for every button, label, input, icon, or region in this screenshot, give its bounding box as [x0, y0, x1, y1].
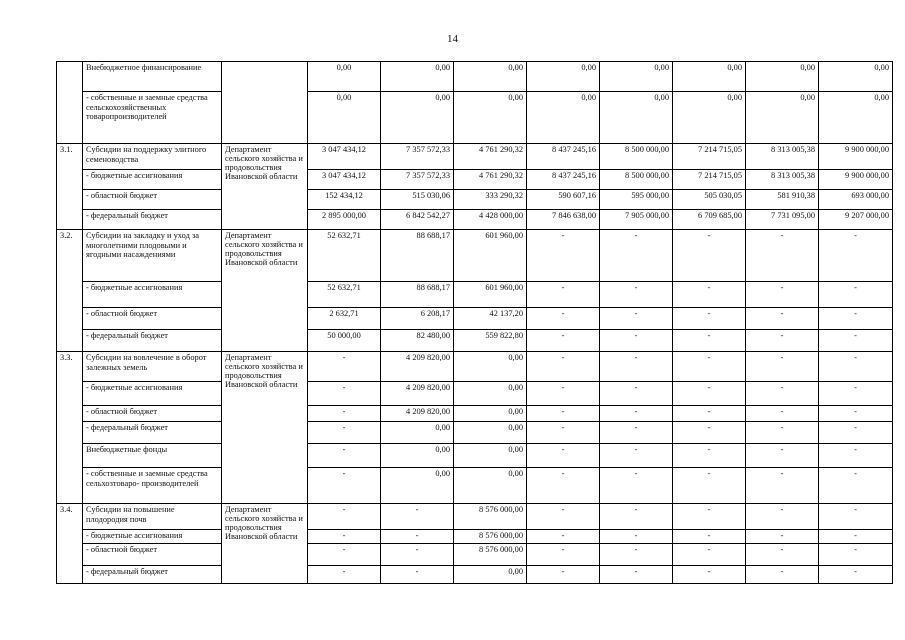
- value-cell: -: [600, 308, 673, 330]
- value-cell: -: [600, 444, 673, 468]
- item-number: 3.4.: [57, 504, 83, 584]
- row-label: Внебюджетные фонды: [83, 444, 222, 468]
- value-cell: 42 137,20: [454, 308, 527, 330]
- table-row: [57, 170, 893, 190]
- value-cell: -: [527, 544, 600, 566]
- value-cell: 333 290,32: [454, 190, 527, 210]
- row-label: - бюджетные ассигнования: [83, 170, 222, 190]
- value-cell: 2 632,71: [308, 308, 381, 330]
- value-cell: 8 437 245,16: [527, 170, 600, 190]
- value-cell: 7 731 095,00: [746, 210, 819, 230]
- value-cell: -: [600, 230, 673, 282]
- item-number: 3.2.: [57, 230, 83, 352]
- table-row: [57, 210, 893, 230]
- value-cell: -: [819, 308, 893, 330]
- value-cell: 515 030,06: [381, 190, 454, 210]
- table-row: [57, 92, 893, 144]
- table-body: [57, 62, 893, 584]
- value-cell: 559 822,80: [454, 330, 527, 352]
- value-cell: 0,00: [454, 62, 527, 92]
- table-row: [57, 406, 893, 422]
- value-cell: 52 632,71: [308, 282, 381, 308]
- value-cell: -: [746, 422, 819, 444]
- value-cell: 0,00: [308, 92, 381, 144]
- value-cell: 581 910,38: [746, 190, 819, 210]
- value-cell: -: [819, 352, 893, 382]
- value-cell: 0,00: [454, 92, 527, 144]
- row-label: - областной бюджет: [83, 190, 222, 210]
- item-number: 3.3.: [57, 352, 83, 504]
- value-cell: -: [600, 422, 673, 444]
- value-cell: -: [819, 504, 893, 530]
- value-cell: 50 000,00: [308, 330, 381, 352]
- value-cell: -: [746, 530, 819, 544]
- value-cell: 0,00: [600, 92, 673, 144]
- value-cell: 82 480,00: [381, 330, 454, 352]
- value-cell: 7 846 638,00: [527, 210, 600, 230]
- row-label: - федеральный бюджет: [83, 566, 222, 584]
- value-cell: 7 357 572,33: [381, 170, 454, 190]
- value-cell: -: [673, 544, 746, 566]
- value-cell: 7 214 715,05: [673, 170, 746, 190]
- value-cell: -: [746, 468, 819, 504]
- value-cell: 0,00: [454, 382, 527, 406]
- executor-cell: Департамент сельского хозяйства и продовольствия Ивановской области: [222, 230, 308, 352]
- value-cell: -: [600, 530, 673, 544]
- value-cell: 0,00: [600, 62, 673, 92]
- value-cell: -: [600, 352, 673, 382]
- value-cell: 4 428 000,00: [454, 210, 527, 230]
- value-cell: 9 900 000,00: [819, 170, 893, 190]
- value-cell: 0,00: [673, 92, 746, 144]
- value-cell: 52 632,71: [308, 230, 381, 282]
- table-row: [57, 308, 893, 330]
- value-cell: 0,00: [454, 566, 527, 584]
- row-label: - бюджетные ассигнования: [83, 382, 222, 406]
- value-cell: -: [527, 330, 600, 352]
- item-number: 3.1.: [57, 144, 83, 230]
- value-cell: -: [527, 308, 600, 330]
- row-label: Субсидии на вовлечение в оборот залежных земель: [83, 352, 222, 382]
- value-cell: -: [819, 422, 893, 444]
- value-cell: -: [381, 566, 454, 584]
- value-cell: 0,00: [381, 468, 454, 504]
- value-cell: 9 900 000,00: [819, 144, 893, 170]
- value-cell: -: [746, 566, 819, 584]
- value-cell: -: [600, 406, 673, 422]
- value-cell: -: [746, 504, 819, 530]
- value-cell: -: [600, 566, 673, 584]
- value-cell: -: [527, 230, 600, 282]
- value-cell: -: [819, 406, 893, 422]
- executor-cell: [222, 62, 308, 144]
- row-label: Субсидии на поддержку элитного семеноводства: [83, 144, 222, 170]
- value-cell: 601 960,00: [454, 282, 527, 308]
- value-cell: -: [308, 422, 381, 444]
- executor-cell: Департамент сельского хозяйства и продовольствия Ивановской области: [222, 504, 308, 584]
- value-cell: -: [819, 382, 893, 406]
- row-label: - областной бюджет: [83, 406, 222, 422]
- value-cell: -: [673, 504, 746, 530]
- value-cell: -: [746, 544, 819, 566]
- row-label: Внебюджетное финансирование: [83, 62, 222, 92]
- value-cell: 505 030,05: [673, 190, 746, 210]
- value-cell: -: [600, 330, 673, 352]
- value-cell: 2 895 000,00: [308, 210, 381, 230]
- executor-cell: Департамент сельского хозяйства и продовольствия Ивановской области: [222, 144, 308, 230]
- table-row: [57, 144, 893, 170]
- value-cell: -: [819, 230, 893, 282]
- value-cell: -: [673, 308, 746, 330]
- row-label: - собственные и заемные средства сельскохозяйственных товаропроизводителей: [83, 92, 222, 144]
- value-cell: -: [308, 352, 381, 382]
- table-row: [57, 62, 893, 92]
- row-label: - областной бюджет: [83, 544, 222, 566]
- table-row: [57, 230, 893, 282]
- value-cell: -: [527, 566, 600, 584]
- value-cell: -: [746, 308, 819, 330]
- table-row: [57, 382, 893, 406]
- value-cell: -: [308, 530, 381, 544]
- table-row: [57, 330, 893, 352]
- value-cell: 8 576 000,00: [454, 504, 527, 530]
- value-cell: 0,00: [746, 62, 819, 92]
- value-cell: -: [673, 444, 746, 468]
- value-cell: -: [527, 406, 600, 422]
- value-cell: 7 214 715,05: [673, 144, 746, 170]
- value-cell: -: [600, 468, 673, 504]
- value-cell: 152 434,12: [308, 190, 381, 210]
- value-cell: 0,00: [527, 62, 600, 92]
- value-cell: -: [308, 544, 381, 566]
- value-cell: -: [746, 230, 819, 282]
- value-cell: 0,00: [454, 444, 527, 468]
- table-row: [57, 530, 893, 544]
- value-cell: 8 576 000,00: [454, 544, 527, 566]
- row-label: - бюджетные ассигнования: [83, 282, 222, 308]
- table-row: [57, 504, 893, 530]
- value-cell: 7 357 572,33: [381, 144, 454, 170]
- value-cell: -: [527, 530, 600, 544]
- funding-table: [56, 61, 893, 584]
- value-cell: 7 905 000,00: [600, 210, 673, 230]
- row-label: Субсидии на повышение плодородия почв: [83, 504, 222, 530]
- value-cell: -: [381, 544, 454, 566]
- value-cell: 6 709 685,00: [673, 210, 746, 230]
- value-cell: 8 576 000,00: [454, 530, 527, 544]
- table-row: [57, 444, 893, 468]
- value-cell: 0,00: [746, 92, 819, 144]
- value-cell: 6 208,17: [381, 308, 454, 330]
- row-label: - федеральный бюджет: [83, 330, 222, 352]
- row-label: Субсидии на закладку и уход за многолетними плодовыми и ягодными насаждениями: [83, 230, 222, 282]
- value-cell: 0,00: [381, 62, 454, 92]
- value-cell: -: [600, 504, 673, 530]
- value-cell: -: [746, 282, 819, 308]
- value-cell: 8 500 000,00: [600, 170, 673, 190]
- value-cell: 8 500 000,00: [600, 144, 673, 170]
- row-label: - федеральный бюджет: [83, 210, 222, 230]
- value-cell: 6 842 542,27: [381, 210, 454, 230]
- value-cell: 3 047 434,12: [308, 170, 381, 190]
- value-cell: -: [600, 282, 673, 308]
- table-row: [57, 544, 893, 566]
- value-cell: -: [600, 544, 673, 566]
- item-number: [57, 62, 83, 144]
- value-cell: -: [746, 352, 819, 382]
- table-row: [57, 422, 893, 444]
- value-cell: 0,00: [819, 62, 893, 92]
- value-cell: -: [308, 504, 381, 530]
- value-cell: -: [746, 330, 819, 352]
- value-cell: 4 209 820,00: [381, 352, 454, 382]
- value-cell: -: [819, 544, 893, 566]
- value-cell: 8 313 005,38: [746, 170, 819, 190]
- row-label: - федеральный бюджет: [83, 422, 222, 444]
- value-cell: 0,00: [381, 92, 454, 144]
- value-cell: -: [308, 444, 381, 468]
- row-label: - областной бюджет: [83, 308, 222, 330]
- value-cell: -: [673, 530, 746, 544]
- value-cell: 0,00: [454, 468, 527, 504]
- value-cell: -: [527, 504, 600, 530]
- value-cell: -: [819, 444, 893, 468]
- table-row: [57, 352, 893, 382]
- value-cell: -: [673, 422, 746, 444]
- value-cell: -: [673, 566, 746, 584]
- table-row: [57, 566, 893, 584]
- value-cell: -: [308, 382, 381, 406]
- value-cell: 601 960,00: [454, 230, 527, 282]
- value-cell: 0,00: [527, 92, 600, 144]
- value-cell: -: [527, 382, 600, 406]
- value-cell: 4 761 290,32: [454, 170, 527, 190]
- value-cell: -: [308, 566, 381, 584]
- value-cell: 8 313 005,38: [746, 144, 819, 170]
- value-cell: -: [819, 566, 893, 584]
- value-cell: -: [819, 468, 893, 504]
- value-cell: 88 688,17: [381, 282, 454, 308]
- page-number: 14: [447, 33, 458, 45]
- value-cell: -: [673, 282, 746, 308]
- value-cell: -: [673, 330, 746, 352]
- value-cell: -: [673, 406, 746, 422]
- executor-cell: Департамент сельского хозяйства и продовольствия Ивановской области: [222, 352, 308, 504]
- value-cell: 0,00: [381, 444, 454, 468]
- value-cell: 0,00: [454, 352, 527, 382]
- value-cell: 3 047 434,12: [308, 144, 381, 170]
- table-row: [57, 190, 893, 210]
- value-cell: 4 761 290,32: [454, 144, 527, 170]
- value-cell: 0,00: [308, 62, 381, 92]
- value-cell: 590 607,16: [527, 190, 600, 210]
- value-cell: -: [600, 382, 673, 406]
- value-cell: 595 000,00: [600, 190, 673, 210]
- value-cell: -: [746, 382, 819, 406]
- value-cell: 4 209 820,00: [381, 382, 454, 406]
- value-cell: 0,00: [819, 92, 893, 144]
- value-cell: -: [746, 444, 819, 468]
- value-cell: -: [819, 282, 893, 308]
- value-cell: 88 688,17: [381, 230, 454, 282]
- value-cell: 8 437 245,16: [527, 144, 600, 170]
- value-cell: 0,00: [454, 422, 527, 444]
- value-cell: 4 209 820,00: [381, 406, 454, 422]
- value-cell: -: [308, 468, 381, 504]
- value-cell: 9 207 000,00: [819, 210, 893, 230]
- value-cell: -: [381, 530, 454, 544]
- value-cell: -: [527, 444, 600, 468]
- value-cell: 0,00: [454, 406, 527, 422]
- value-cell: 0,00: [673, 62, 746, 92]
- value-cell: -: [673, 230, 746, 282]
- row-label: - бюджетные ассигнования: [83, 530, 222, 544]
- table-row: [57, 468, 893, 504]
- table-row: [57, 282, 893, 308]
- value-cell: -: [527, 282, 600, 308]
- value-cell: -: [673, 382, 746, 406]
- value-cell: -: [308, 406, 381, 422]
- value-cell: -: [673, 352, 746, 382]
- value-cell: -: [381, 504, 454, 530]
- row-label: - собственные и заемные средства сельхозтоваро- производителей: [83, 468, 222, 504]
- value-cell: -: [819, 330, 893, 352]
- value-cell: 693 000,00: [819, 190, 893, 210]
- value-cell: -: [527, 468, 600, 504]
- value-cell: -: [527, 352, 600, 382]
- value-cell: -: [819, 530, 893, 544]
- value-cell: 0,00: [381, 422, 454, 444]
- value-cell: -: [527, 422, 600, 444]
- value-cell: -: [673, 468, 746, 504]
- value-cell: -: [746, 406, 819, 422]
